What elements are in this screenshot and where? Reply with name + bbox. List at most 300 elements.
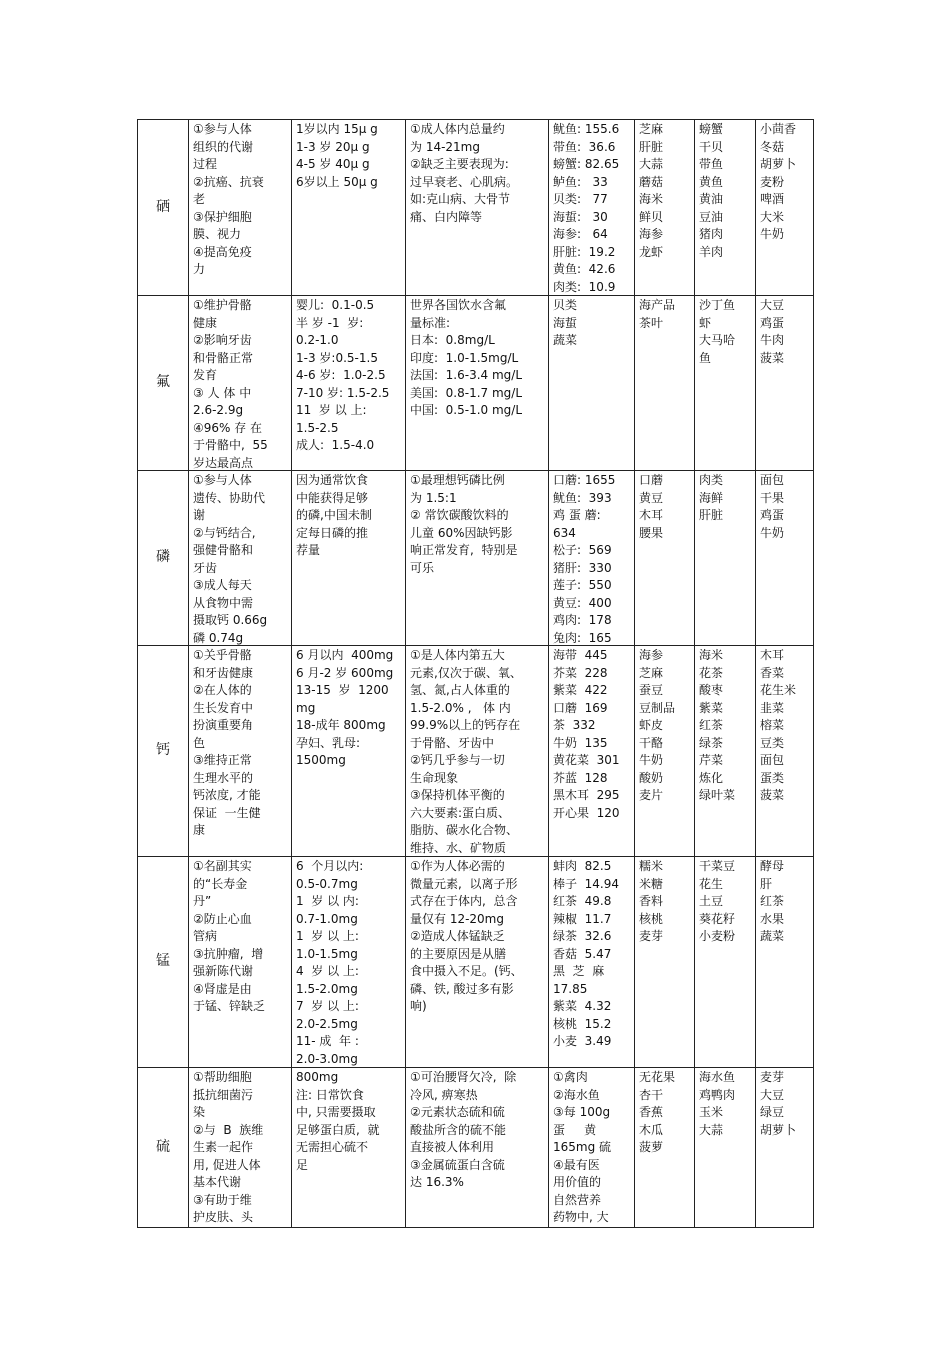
cell-line: 虾 [699, 315, 712, 330]
cell-line: 保证 一生健 [193, 805, 261, 820]
cell-line: 豆油 [699, 209, 724, 224]
cell-line: 螃蟹 [699, 122, 724, 136]
cell-line: 核桃 15.2 [553, 1016, 612, 1031]
cell-line: 的主要原因是从膳 [410, 946, 507, 961]
cell-line: 口蘑 [639, 473, 664, 487]
cell-line: 生命现象 [410, 770, 459, 785]
cell-line: 松子: 569 [553, 543, 612, 557]
cell-line: 带鱼: 36.6 [553, 139, 616, 154]
notes-cell [406, 120, 549, 296]
cell-line: 玉米 [699, 1105, 724, 1119]
element-name: 硫 [138, 1068, 189, 1228]
cell-line: 半 岁 -1 岁: [296, 315, 364, 330]
cell-line: 痛、白内障等 [410, 209, 483, 224]
cell-line: 800mg [296, 1070, 339, 1084]
cell-line: 于骨骼中, 55 [193, 438, 268, 452]
cell-line: 足够蛋白质, 就 [296, 1122, 380, 1137]
cell-line: ①参与人体 [193, 473, 252, 487]
cell-line: 鲈鱼: 33 [553, 174, 608, 189]
cell-line: 干酪 [639, 735, 664, 750]
cell-line: ③抗肿瘤, 增 [193, 946, 264, 961]
cell-line: 1-3 岁 20µ g [296, 139, 370, 154]
cell-line: ①成人体内总量约 [410, 122, 505, 136]
cell-line: 麦片 [639, 788, 664, 802]
cell-line: 18-成年 800mg [296, 718, 386, 732]
element-name: 磷 [138, 471, 189, 646]
cell-line: ③每 100g [553, 1105, 611, 1119]
cell-line: 氢、氮,占人体重的 [410, 683, 510, 697]
cell-line: 炼化 [699, 770, 724, 785]
cell-line: 染 [193, 1105, 206, 1119]
cell-line: ①作为人体必需的 [410, 859, 505, 873]
cell-line: 2.6-2.9g [193, 403, 244, 417]
cell-line: ①是人体内第五大 [410, 648, 505, 662]
cell-line: ③保护细胞 [193, 209, 252, 224]
cell-line: ③保持机体平衡的 [410, 788, 505, 802]
cell-line: 糯米 [639, 859, 664, 873]
food-list-3 [756, 1068, 814, 1228]
cell-line: 1.5-2.0% , 体 内 [410, 700, 511, 715]
intake-cell [292, 471, 406, 646]
food-list-3 [756, 857, 814, 1068]
cell-line: 1.5-2.5 [296, 420, 339, 435]
cell-line: 冬菇 [760, 139, 785, 154]
cell-line: 大米 [760, 209, 785, 224]
cell-line: 香料 [639, 894, 664, 908]
functions-cell [189, 120, 292, 296]
cell-line: 木耳 [760, 648, 785, 662]
cell-line: 芝麻 [639, 665, 664, 680]
cell-line: 注: 日常饮食 [296, 1087, 364, 1102]
cell-line: 香蕉 [639, 1105, 664, 1119]
cell-line: 生理水平的 [193, 770, 254, 785]
mineral-row [138, 120, 814, 296]
cell-line: 辣椒 11.7 [553, 911, 612, 926]
cell-line: 口蘑 169 [553, 700, 608, 715]
cell-line: 11 岁 以 上: [296, 403, 367, 417]
cell-line: 花茶 [699, 665, 724, 680]
cell-line: 无花果 [639, 1070, 676, 1084]
cell-line: 量标准: [410, 315, 451, 330]
mineral-row [138, 296, 814, 471]
cell-line: 黑 芝 麻 [553, 964, 605, 978]
cell-line: 榕菜 [760, 718, 785, 732]
cell-line: 贝类: 77 [553, 192, 608, 206]
functions-cell [189, 296, 292, 471]
cell-line: 生素一起作 [193, 1140, 254, 1154]
cell-line: 红茶 [699, 718, 724, 732]
cell-line: 肝脏 [699, 508, 724, 522]
mineral-row [138, 857, 814, 1068]
cell-line: ②防止心血 [193, 911, 252, 926]
functions-cell [189, 1068, 292, 1228]
cell-line: 大豆 [760, 1087, 785, 1102]
cell-line: ④提高免疫 [193, 244, 252, 259]
cell-line: 鸡蛋 [760, 315, 785, 330]
cell-line: 牛奶 [760, 525, 785, 540]
cell-line: 维持、水、矿物质 [410, 840, 507, 855]
cell-line: 黄豆 [639, 490, 664, 505]
cell-line: 用价值的 [553, 1175, 602, 1189]
cell-line: 世界各国饮水含氟 [410, 298, 507, 312]
cell-line: 龙虾 [639, 244, 664, 259]
cell-line: 大马哈 [699, 333, 736, 347]
cell-line: ①参与人体 [193, 122, 252, 136]
food-list-2 [695, 646, 756, 857]
cell-line: 芥菜 228 [553, 665, 608, 680]
cell-line: 自然营养 [553, 1192, 602, 1207]
cell-line: 豆制品 [639, 700, 676, 715]
cell-line: 核桃 [639, 911, 664, 926]
cell-line: 足 [296, 1157, 309, 1172]
cell-line: 菠菜 [760, 350, 785, 365]
cell-line: 脂肪、碳水化合物、 [410, 823, 519, 837]
food-list-3 [756, 646, 814, 857]
cell-line: 干果 [760, 490, 785, 505]
cell-line: 用, 促进人体 [193, 1157, 261, 1172]
cell-line: 小麦 3.49 [553, 1034, 612, 1048]
cell-line: 肉类: 10.9 [553, 279, 616, 294]
notes-cell [406, 471, 549, 646]
cell-line: 如:克山病、大骨节 [410, 192, 511, 206]
food-list-1 [635, 1068, 695, 1228]
element-name: 锰 [138, 857, 189, 1068]
cell-line: 组织的代谢 [193, 139, 254, 154]
cell-line: 孕妇、乳母: [296, 735, 361, 750]
cell-line: 豆类 [760, 735, 785, 750]
cell-line: 发育 [193, 368, 218, 382]
cell-line: 鸡蛋 [760, 508, 785, 522]
cell-line: 菠菜 [760, 788, 785, 802]
cell-line: 干贝 [699, 139, 724, 154]
cell-line: 1 岁 以 内: [296, 894, 359, 908]
cell-line: 荐量 [296, 543, 321, 557]
content-cell [549, 857, 635, 1068]
cell-line: 钙浓度, 才能 [193, 788, 261, 802]
cell-line: 食中摄入不足。(钙、 [410, 964, 523, 978]
cell-line: 力 [193, 262, 206, 276]
cell-line: ③ 人 体 中 [193, 385, 252, 400]
cell-line: 为 1.5:1 [410, 490, 457, 505]
cell-line: 牛肉 [760, 333, 785, 347]
cell-line: 韭菜 [760, 700, 785, 715]
cell-line: 棒子 14.94 [553, 876, 619, 891]
cell-line: 面包 [760, 473, 785, 487]
cell-line: 1.5-2.0mg [296, 981, 358, 996]
element-name: 硒 [138, 120, 189, 296]
cell-line: 花生 [699, 876, 724, 891]
cell-line: 绿豆 [760, 1105, 785, 1119]
cell-line: ①禽肉 [553, 1070, 588, 1084]
cell-line: 小麦粉 [699, 929, 736, 943]
cell-line: 蚕豆 [639, 683, 664, 697]
cell-line: 0.2-1.0 [296, 333, 339, 347]
cell-line: 2.0-3.0mg [296, 1051, 358, 1066]
cell-line: 海参: 64 [553, 227, 608, 241]
cell-line: 牛奶 135 [553, 735, 608, 750]
cell-line: 17.85 [553, 981, 588, 996]
cell-line: 的磷,中国未制 [296, 508, 372, 522]
cell-line: 芥蓝 128 [553, 770, 608, 785]
cell-line: 于骨骼、牙齿中 [410, 735, 495, 750]
cell-line: 元素,仅次于碳、氧、 [410, 665, 522, 680]
cell-line: ①名副其实 [193, 859, 252, 873]
cell-line: 鲜贝 [639, 209, 664, 224]
cell-line: ④96% 存 在 [193, 420, 263, 435]
cell-line: 响) [410, 999, 427, 1013]
cell-line: ①可治腰肾欠冷, 除 [410, 1070, 517, 1084]
cell-line: 土豆 [699, 894, 724, 908]
food-list-3 [756, 471, 814, 646]
content-cell [549, 1068, 635, 1228]
cell-line: 健康 [193, 315, 218, 330]
cell-line: 螃蟹: 82.65 [553, 157, 620, 171]
cell-line: 杏干 [639, 1087, 664, 1102]
cell-line: 1-3 岁:0.5-1.5 [296, 350, 378, 365]
cell-line: 7-10 岁: 1.5-2.5 [296, 385, 390, 400]
cell-line: 海产品 [639, 298, 676, 312]
cell-line: ①关乎骨骼 [193, 648, 252, 662]
cell-line: 响正常发育, 特别是 [410, 543, 518, 557]
cell-line: 微量元素, 以离子形 [410, 876, 518, 891]
cell-line: 蛋类 [760, 770, 785, 785]
cell-line: ①维护骨骼 [193, 298, 252, 312]
cell-line: 可乐 [410, 560, 435, 575]
cell-line: 从食物中需 [193, 595, 254, 610]
cell-line: 木瓜 [639, 1122, 664, 1137]
food-list-1 [635, 296, 695, 471]
mineral-row [138, 646, 814, 857]
cell-line: 药物中, 大 [553, 1210, 609, 1224]
cell-line: 带鱼 [699, 157, 724, 171]
cell-line: 4-5 岁 40µ g [296, 157, 370, 171]
cell-line: 酵母 [760, 859, 785, 873]
notes-cell [406, 857, 549, 1068]
cell-line: 沙丁鱼 [699, 298, 736, 312]
content-cell [549, 296, 635, 471]
cell-line: 绿茶 [699, 735, 724, 750]
cell-line: 膜、视力 [193, 227, 242, 241]
cell-line: 香菇 5.47 [553, 946, 612, 961]
cell-line: 紫菜 4.32 [553, 999, 612, 1013]
cell-line: ② 常饮碳酸饮料的 [410, 508, 509, 522]
cell-line: 酸盐所含的硫不能 [410, 1122, 507, 1137]
intake-cell [292, 296, 406, 471]
food-list-1 [635, 471, 695, 646]
cell-line: 黄鱼 [699, 174, 724, 189]
cell-line: 美国: 0.8-1.7 mg/L [410, 385, 523, 400]
cell-line: 管病 [193, 929, 218, 943]
cell-line: 摄取钙 0.66g [193, 613, 268, 627]
cell-line: 的“长寿金 [193, 876, 248, 891]
notes-cell [406, 1068, 549, 1228]
cell-line: 和骨骼正常 [193, 350, 254, 365]
cell-line: 和牙齿健康 [193, 665, 254, 680]
cell-line: 肝 [760, 876, 773, 891]
cell-line: 为 14-21mg [410, 139, 480, 154]
cell-line: 6 月以内 400mg [296, 648, 394, 662]
food-list-2 [695, 120, 756, 296]
intake-cell [292, 120, 406, 296]
cell-line: ②造成人体锰缺乏 [410, 929, 505, 943]
cell-line: 紫菜 [699, 700, 724, 715]
functions-cell [189, 646, 292, 857]
cell-line: 紫菜 422 [553, 683, 608, 697]
cell-line: 式存在于体内, 总含 [410, 894, 518, 908]
cell-line: 1 岁 以 上: [296, 929, 359, 943]
cell-line: 磷 0.74g [193, 630, 244, 645]
food-list-2 [695, 857, 756, 1068]
cell-line: 6 个月以内: [296, 859, 364, 873]
cell-line: 大豆 [760, 298, 785, 312]
cell-line: 红茶 49.8 [553, 894, 612, 908]
cell-line: 日本: 0.8mg/L [410, 333, 495, 347]
cell-line: 儿童 60%因缺钙影 [410, 525, 513, 540]
cell-line: 木耳 [639, 508, 664, 522]
cell-line: 酸奶 [639, 770, 664, 785]
cell-line: ②海水鱼 [553, 1087, 600, 1102]
cell-line: ②与钙结合, [193, 525, 256, 540]
food-list-1 [635, 857, 695, 1068]
cell-line: 于锰、锌缺乏 [193, 999, 266, 1013]
cell-line: 鸡肉: 178 [553, 613, 612, 627]
food-list-2 [695, 471, 756, 646]
cell-line: 芝麻 [639, 122, 664, 136]
cell-line: 黄豆: 400 [553, 595, 612, 610]
cell-line: 红茶 [760, 894, 785, 908]
cell-line: 胡萝卜 [760, 1122, 797, 1137]
cell-line: 羊肉 [699, 244, 724, 259]
food-list-1 [635, 120, 695, 296]
food-list-2 [695, 1068, 756, 1228]
cell-line: 牛奶 [639, 753, 664, 767]
cell-line: 黑木耳 295 [553, 788, 620, 802]
cell-line: 0.5-0.7mg [296, 876, 358, 891]
cell-line: 康 [193, 823, 206, 837]
cell-line: 肝脏: 19.2 [553, 244, 616, 259]
cell-line: ③维持正常 [193, 753, 252, 767]
cell-line: 六大要素:蛋白质、 [410, 805, 511, 820]
cell-line: 老 [193, 192, 206, 206]
cell-line: 1.0-1.5mg [296, 946, 358, 961]
cell-line: 直接被人体利用 [410, 1140, 495, 1154]
cell-line: 海米 [699, 648, 724, 662]
cell-line: 中能获得足够 [296, 490, 369, 505]
cell-line: ②缺乏主要表现为: [410, 157, 509, 171]
cell-line: 99.9%以上的钙存在 [410, 718, 521, 732]
mineral-row [138, 1068, 814, 1228]
cell-line: 绿茶 32.6 [553, 929, 612, 943]
cell-line: 腰果 [639, 525, 664, 540]
cell-line: ②元素状态硫和硫 [410, 1105, 505, 1119]
intake-cell [292, 857, 406, 1068]
food-list-2 [695, 296, 756, 471]
cell-line: 蘑菇 [639, 174, 664, 189]
cell-line: mg [296, 700, 316, 715]
cell-line: 中, 只需要摄取 [296, 1105, 376, 1119]
cell-line: 菠萝 [639, 1140, 664, 1154]
cell-line: ③金属硫蛋白含硫 [410, 1157, 505, 1172]
cell-line: 7 岁 以 上: [296, 999, 359, 1013]
cell-line: 猪肉 [699, 227, 724, 241]
cell-line: 磷、铁, 酸过多有影 [410, 981, 514, 996]
cell-line: 4-6 岁: 1.0-2.5 [296, 368, 386, 382]
cell-line: 强新陈代谢 [193, 964, 254, 978]
notes-cell [406, 296, 549, 471]
cell-line: 蔬菜 [760, 929, 785, 943]
cell-line: 生长发育中 [193, 700, 254, 715]
cell-line: 肉类 [699, 473, 724, 487]
cell-line: 莲子: 550 [553, 578, 612, 592]
cell-line: ②影响牙齿 [193, 333, 252, 347]
cell-line: 6 月-2 岁 600mg [296, 665, 394, 680]
cell-line: 海米 [639, 192, 664, 206]
cell-line: 165mg 硫 [553, 1140, 612, 1154]
cell-line: 海水鱼 [699, 1070, 736, 1084]
cell-line: 1500mg [296, 753, 346, 767]
cell-line: 葵花籽 [699, 911, 736, 926]
cell-line: 茶 332 [553, 718, 596, 732]
cell-line: 大蒜 [699, 1122, 724, 1137]
cell-line: 蚌肉 82.5 [553, 859, 612, 873]
cell-line: 定每日磷的推 [296, 525, 369, 540]
cell-line: 成人: 1.5-4.0 [296, 438, 375, 452]
cell-line: ①帮助细胞 [193, 1070, 252, 1084]
cell-line: 强健骨骼和 [193, 543, 254, 557]
cell-line: 鸡 蛋 蘑: [553, 508, 601, 522]
cell-line: 海蜇: 30 [553, 209, 608, 224]
cell-line: 因为通常饮食 [296, 473, 369, 487]
cell-line: 6岁以上 50µ g [296, 174, 378, 189]
food-list-3 [756, 296, 814, 471]
cell-line: 虾皮 [639, 718, 664, 732]
cell-line: 小茴香 [760, 122, 797, 136]
cell-line: 麦芽 [760, 1070, 785, 1084]
cell-line: 蔬菜 [553, 333, 578, 347]
cell-line: 牛奶 [760, 227, 785, 241]
cell-line: 贝类 [553, 298, 578, 312]
content-cell [549, 471, 635, 646]
cell-line: 啤酒 [760, 192, 785, 206]
notes-cell [406, 646, 549, 857]
cell-line: 遗传、协助代 [193, 490, 266, 505]
mineral-row [138, 471, 814, 646]
cell-line: ③成人每天 [193, 578, 252, 592]
cell-line: 胡萝卜 [760, 157, 797, 171]
cell-line: 黄鱼: 42.6 [553, 262, 616, 276]
cell-line: 麦芽 [639, 929, 664, 943]
cell-line: 海蜇 [553, 315, 578, 330]
cell-line: ③有助于维 [193, 1192, 252, 1207]
cell-line: 酸枣 [699, 683, 724, 697]
cell-line: ②抗癌、抗衰 [193, 174, 264, 189]
cell-line: ①最理想钙磷比例 [410, 473, 505, 487]
intake-cell [292, 1068, 406, 1228]
cell-line: 鱿鱼: 155.6 [553, 122, 620, 136]
cell-line: 抵抗细菌污 [193, 1087, 254, 1102]
cell-line: 开心果 120 [553, 805, 620, 820]
cell-line: 扮演重要角 [193, 718, 254, 732]
cell-line: 面包 [760, 753, 785, 767]
cell-line: 大蒜 [639, 157, 664, 171]
cell-line: 11- 成 年 : [296, 1034, 359, 1048]
cell-line: 0.7-1.0mg [296, 911, 358, 926]
cell-line: 黄花菜 301 [553, 753, 620, 767]
functions-cell [189, 471, 292, 646]
cell-line: 1岁以内 15µ g [296, 122, 378, 136]
cell-line: 婴儿: 0.1-0.5 [296, 298, 375, 312]
cell-line: 海鲜 [699, 490, 724, 505]
